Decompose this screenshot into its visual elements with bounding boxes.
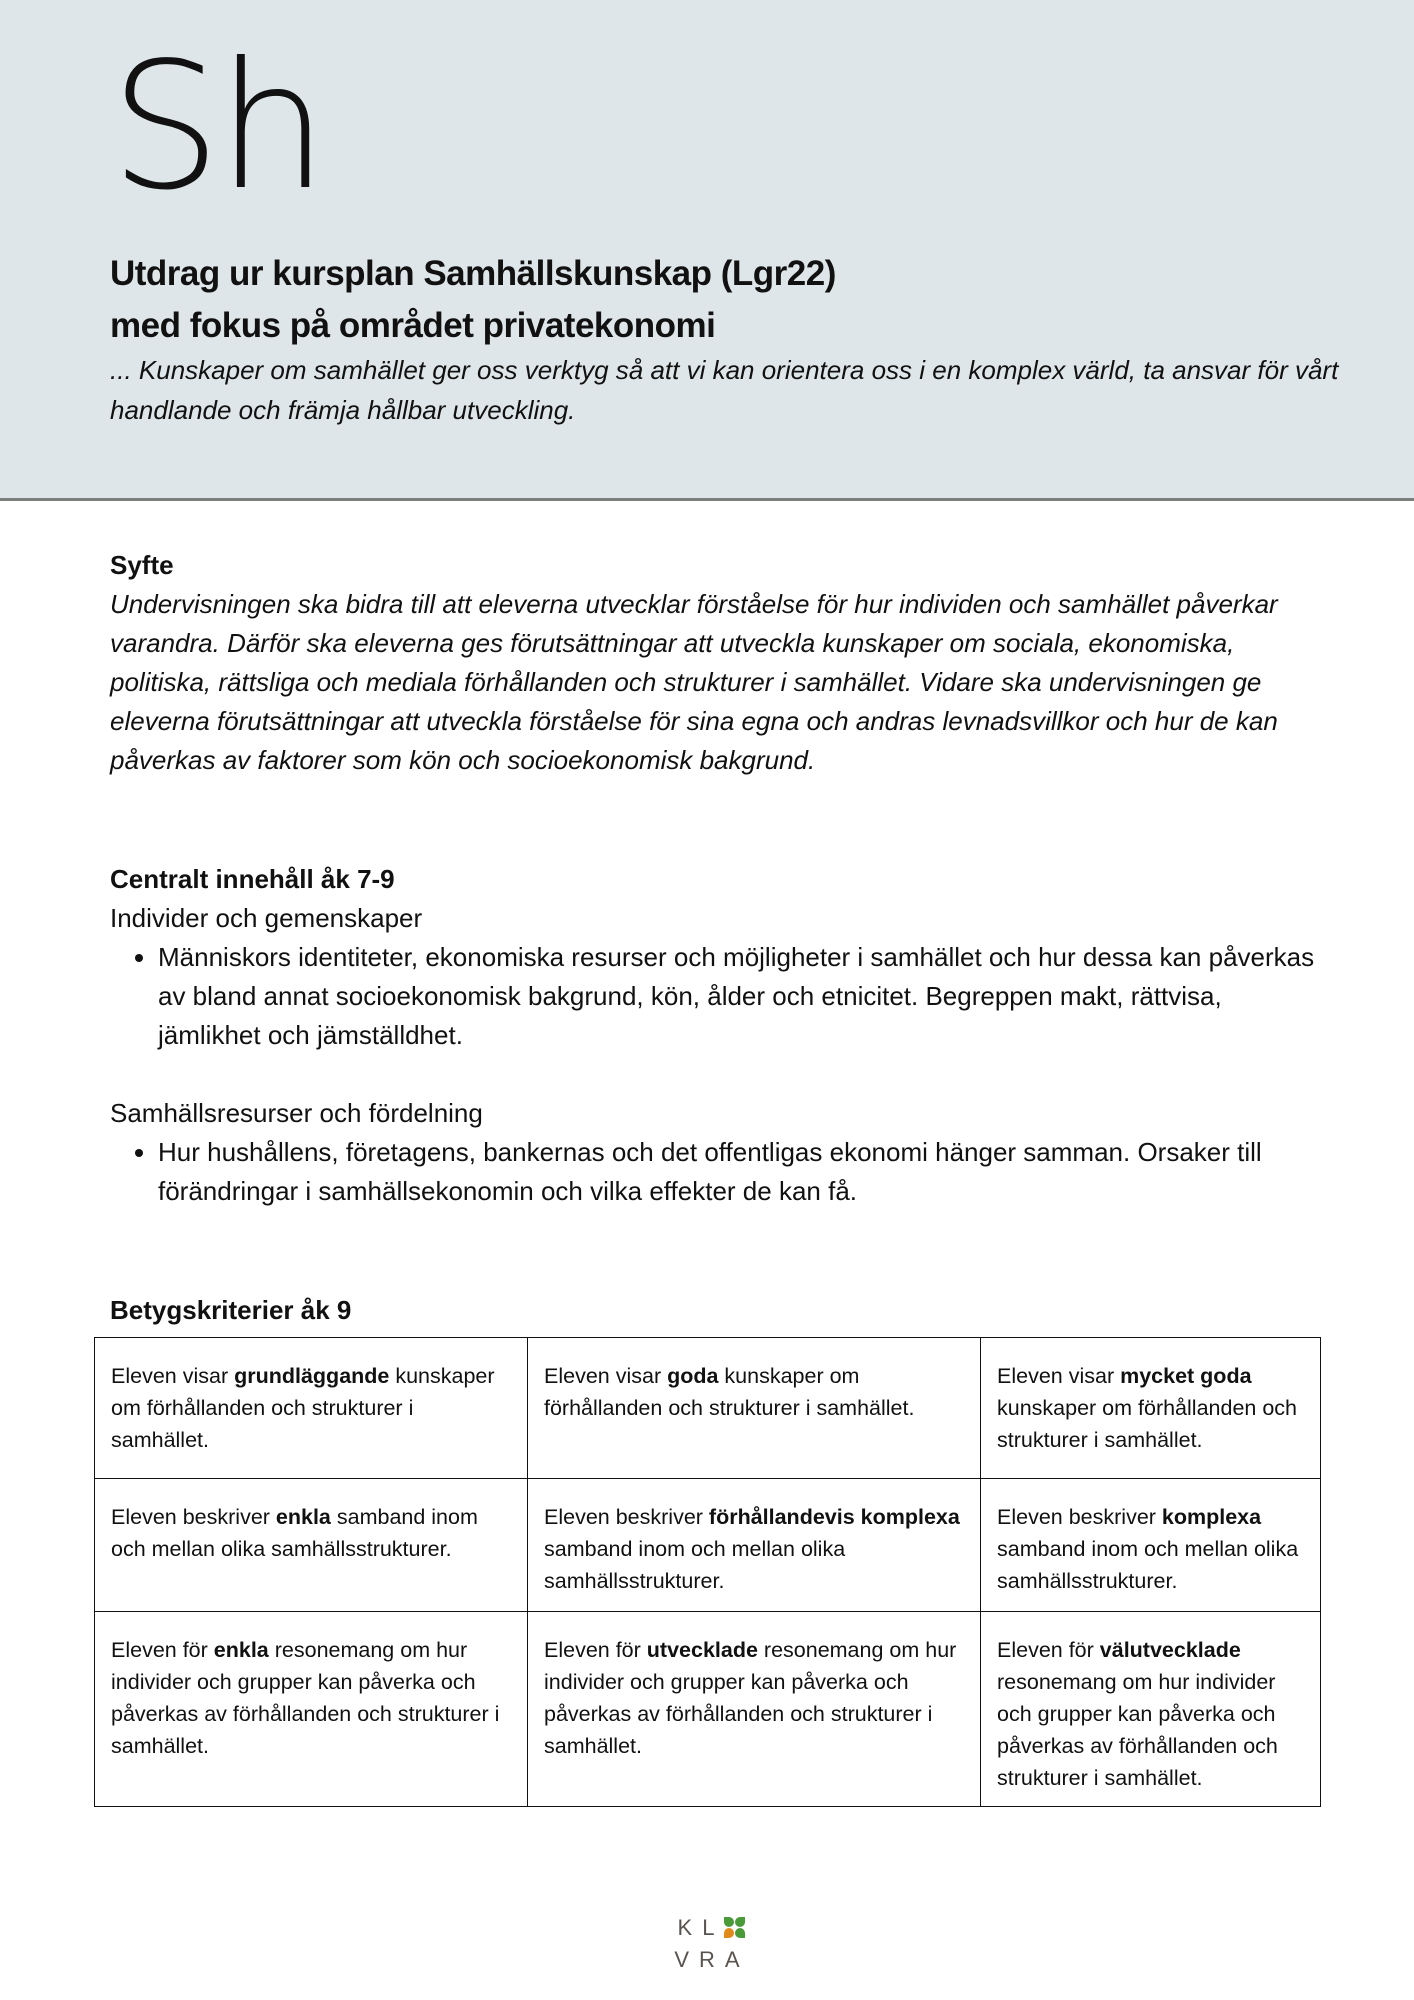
betyg-heading: Betygskriterier åk 9: [110, 1295, 352, 1325]
emphasis: välutvecklade: [1099, 1638, 1241, 1662]
centralt-section: [110, 860, 1330, 1211]
clover-icon: [724, 1915, 746, 1937]
cell-text: Eleven beskriver: [111, 1505, 276, 1529]
cell-text: Eleven visar: [997, 1364, 1121, 1388]
syfte-heading: Syfte: [110, 550, 174, 580]
emphasis: enkla: [275, 1505, 331, 1529]
cell-text: samband inom och mellan olika samhällsstrukturer.: [997, 1537, 1299, 1593]
intro-quote: ... Kunskaper om samhället ger oss verktyg så att vi kan orientera oss i en komplex värld, ta ansvar för vårt handlande och främja hållbar utveckling.: [110, 355, 1339, 425]
cell-text: kunskaper om förhållanden och strukturer i samhället.: [111, 1364, 495, 1452]
group-title: Samhällsresurser och fördelning: [110, 1098, 483, 1128]
group-title: Individer och gemenskaper: [110, 903, 423, 933]
cell-text: resonemang om hur individer och grupper kan påverka och påverkas av förhållanden och strukturer i samhället.: [997, 1670, 1278, 1790]
cell-text: Eleven för: [111, 1638, 214, 1662]
header-band: [0, 0, 1414, 501]
subject-abbrev: Sh: [110, 26, 324, 229]
list-item: • Människors identiteter, ekonomiska resurser och möjligheter i samhället och hur dessa kan påverkas av bland annat socioekonomisk bakgrund, kön, ålder och etnicitet. Begreppen makt, rättvisa, jämlikhet och jämställdhet.: [158, 938, 1330, 1055]
emphasis: mycket goda: [1120, 1364, 1252, 1388]
table-row: [95, 1479, 1321, 1612]
emphasis: goda: [667, 1364, 719, 1388]
cell-text: kunskaper om förhållanden och strukturer i samhället.: [997, 1396, 1297, 1452]
table-cell: [95, 1479, 528, 1612]
cell-text: Eleven visar: [111, 1364, 235, 1388]
emphasis: utvecklade: [646, 1638, 758, 1662]
cell-text: samband inom och mellan olika samhällsstrukturer.: [111, 1505, 478, 1561]
table-row: [95, 1338, 1321, 1479]
klovra-logo: [672, 1912, 752, 1976]
logo-text-1: KL: [677, 1915, 725, 1940]
table-cell: [528, 1612, 981, 1807]
cell-text: Eleven för: [544, 1638, 647, 1662]
cell-text: Eleven beskriver: [997, 1505, 1162, 1529]
grading-table: [94, 1337, 1321, 1807]
table-cell: [528, 1479, 981, 1612]
cell-text: resonemang om hur individer och grupper kan påverka och påverkas av förhållanden och strukturer i samhället.: [111, 1638, 500, 1758]
title-line-2: med fokus på området privatekonomi: [110, 306, 716, 345]
table-cell: [981, 1479, 1321, 1612]
table-row: [95, 1612, 1321, 1807]
title-line-1: Utdrag ur kursplan Samhällskunskap (Lgr22): [110, 254, 836, 293]
table-cell: [981, 1612, 1321, 1807]
table-cell: [95, 1612, 528, 1807]
cell-text: Eleven för: [997, 1638, 1100, 1662]
list-item: • Hur hushållens, företagens, bankernas och det offentligas ekonomi hänger samman. Orsaker till förändringar i samhällsekonomin och vilka effekter de kan få.: [158, 1133, 1330, 1211]
emphasis: enkla: [213, 1638, 269, 1662]
emphasis: förhållandevis komplexa: [708, 1505, 960, 1529]
syfte-text: Undervisningen ska bidra till att eleverna utvecklar förståelse för hur individen och samhället påverkar varandra. Därför ska eleverna ges förutsättningar att utveckla kunskaper om sociala, ekonomiska, politiska, rättsliga och mediala förhållanden och strukturer i samhället. Vidare ska undervisningen ge eleverna förutsättningar att utveckla förståelse för sina egna och andras levnadsvillkor och hur de kan påverkas av faktorer som kön och socioekonomisk bakgrund.: [110, 589, 1278, 775]
centralt-heading: Centralt innehåll åk 7-9: [110, 864, 395, 894]
cell-text: resonemang om hur individer och grupper kan påverka och påverkas av förhållanden och strukturer i samhället.: [544, 1638, 957, 1758]
cell-text: Eleven visar: [544, 1364, 668, 1388]
table-cell: [528, 1338, 981, 1479]
emphasis: grundläggande: [234, 1364, 390, 1388]
logo-text-2: VRA: [674, 1947, 750, 1972]
table-cell: [981, 1338, 1321, 1479]
cell-text: samband inom och mellan olika samhällsstrukturer.: [544, 1537, 846, 1593]
syfte-section: [110, 546, 1330, 780]
cell-text: kunskaper om förhållanden och strukturer i samhället.: [544, 1364, 915, 1420]
table-cell: [95, 1338, 528, 1479]
page-title: [110, 248, 836, 352]
cell-text: Eleven beskriver: [544, 1505, 709, 1529]
emphasis: komplexa: [1161, 1505, 1262, 1529]
